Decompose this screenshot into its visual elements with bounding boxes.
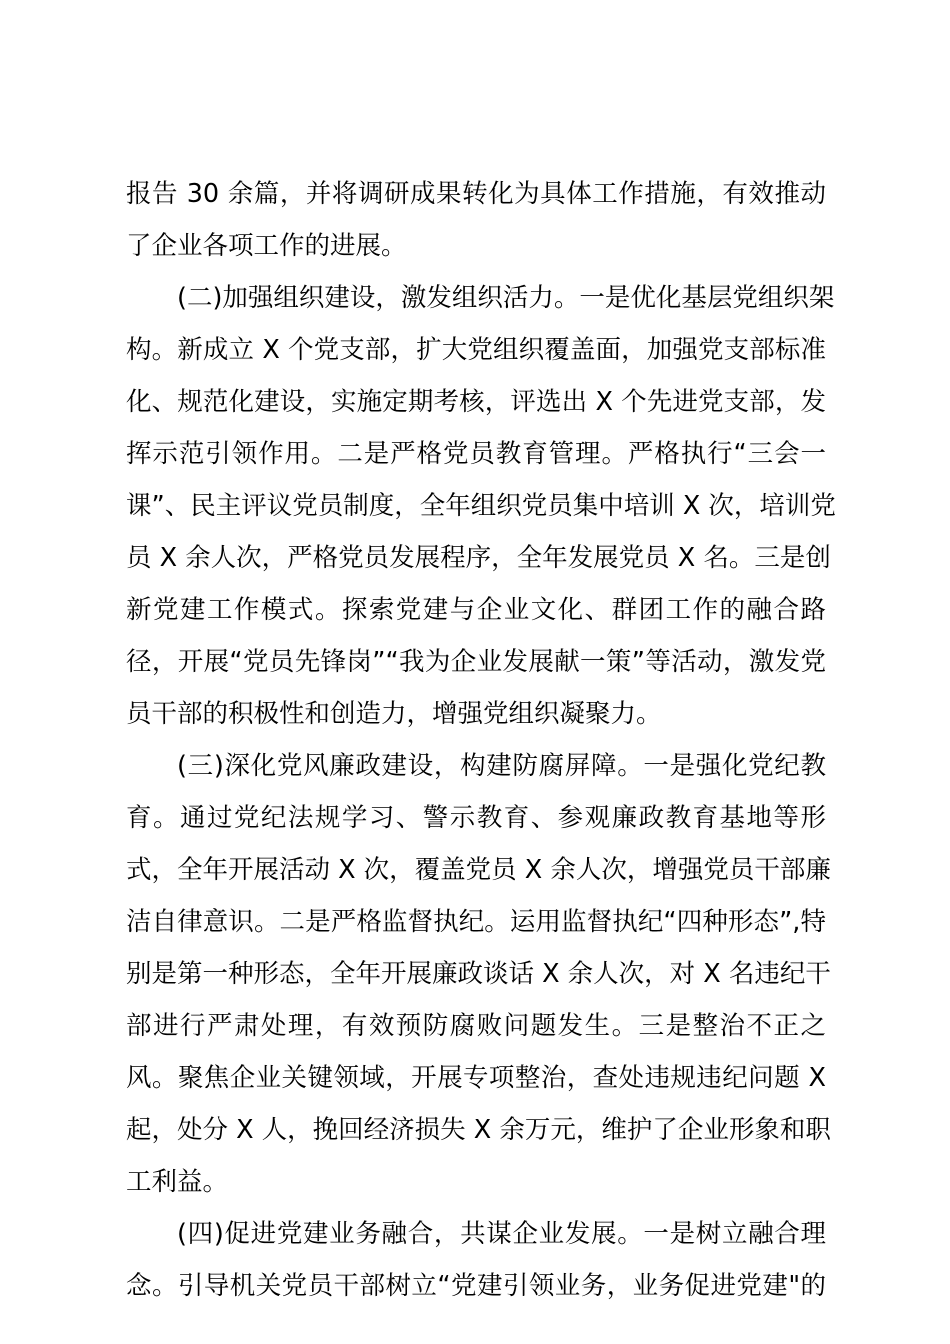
text-line: 念。引导机关党员干部树立“党建引领业务，业务促进党建"的 — [126, 1271, 826, 1301]
text-line: 构。新成立 X 个党支部，扩大党组织覆盖面，加强党支部标准 — [126, 335, 826, 365]
text-line: 部进行严肃处理，有效预防腐败问题发生。三是整治不正之 — [126, 1011, 826, 1041]
document-body — [126, 172, 836, 1309]
text-line: 化、规范化建设，实施定期考核，评选出 X 个先进党支部，发 — [126, 387, 826, 417]
paragraph-heading: (二)加强组织建设，激发组织活力。一是优化基层党组织架 — [177, 283, 835, 313]
text-line: 式，全年开展活动 X 次，覆盖党员 X 余人次，增强党员干部廉 — [126, 855, 831, 885]
text-line: 挥示范引领作用。二是严格党员教育管理。严格执行“三会一 — [126, 439, 826, 469]
text-line: 员 X 余人次，严格党员发展程序，全年发展党员 X 名。三是创 — [126, 543, 831, 573]
text-line: 课”、民主评议党员制度，全年组织党员集中培训 X 次，培训党 — [126, 491, 836, 521]
text-line: 别是第一种形态，全年开展廉政谈话 X 余人次，对 X 名违纪干 — [126, 959, 831, 989]
text-line: 风。聚焦企业关键领域，开展专项整治，查处违规违纪问题 X — [126, 1063, 826, 1093]
text-line: 了企业各项工作的进展。 — [126, 231, 407, 261]
text-line: 育。通过党纪法规学习、警示教育、参观廉政教育基地等形 — [126, 803, 826, 833]
text-line: 洁自律意识。二是严格监督执纪。运用监督执纪“四种形态”,特 — [126, 907, 826, 937]
paragraph-heading: (四)促进党建业务融合，共谋企业发展。一是树立融合理 — [177, 1219, 826, 1249]
text-line: 径，开展“党员先锋岗”“我为企业发展献一策”等活动，激发党 — [126, 647, 826, 677]
text-line: 员干部的积极性和创造力，增强党组织凝聚力。 — [126, 699, 662, 729]
paragraph-heading: (三)深化党风廉政建设，构建防腐屏障。一是强化党纪教 — [177, 751, 826, 781]
text-line: 报告 30 余篇，并将调研成果转化为具体工作措施，有效推动 — [126, 179, 826, 209]
text-line: 新党建工作模式。探索党建与企业文化、群团工作的融合路 — [126, 595, 826, 625]
text-line: 工利益。 — [126, 1167, 229, 1197]
text-line: 起，处分 X 人，挽回经济损失 X 余万元，维护了企业形象和职 — [126, 1115, 831, 1145]
